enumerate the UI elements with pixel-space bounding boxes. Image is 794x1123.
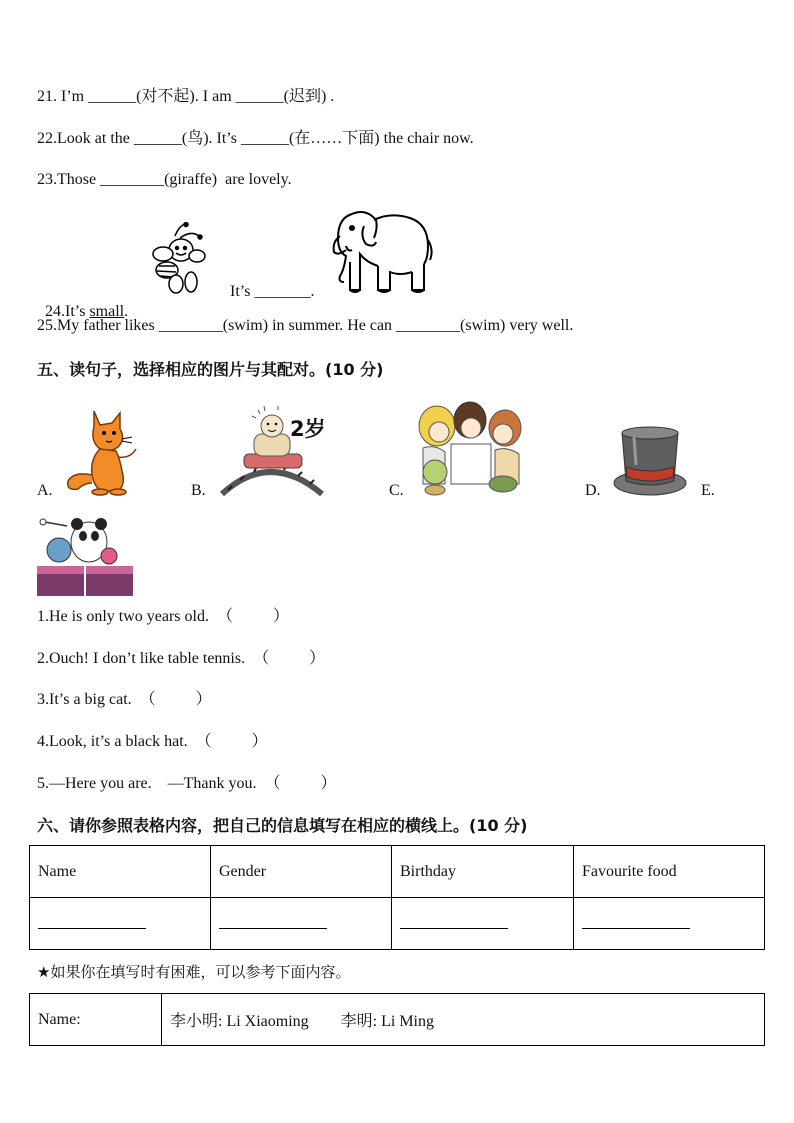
gender-answer-cell[interactable] (211, 898, 392, 950)
info-table (29, 845, 765, 950)
reference-values: 李小明: Li Xiaoming 李明: Li Ming (162, 994, 765, 1046)
match-sentence-3: 3.It’s a big cat. （ ） (37, 691, 212, 708)
question-25: 25.My father likes ________(swim) in summer. He can ________(swim) very well. (37, 317, 574, 334)
question-24-dot: . (124, 303, 129, 320)
match-sentence-5: 5.—Here you are. —Thank you. （ ） (37, 775, 337, 792)
reference-table (29, 993, 765, 1046)
name-answer-cell[interactable] (30, 898, 211, 950)
section-5-heading: 五、读句子，选择相应的图片与其配对。(10 分) (37, 360, 384, 379)
question-24-right: It’s _______. (230, 283, 315, 300)
header-name: Name (30, 846, 211, 898)
birthday-answer-cell[interactable] (392, 898, 574, 950)
reference-label: Name: (30, 994, 162, 1046)
question-24-word: small (89, 303, 125, 320)
panda-image (37, 512, 133, 596)
question-23: 23.Those ________(giraffe) are lovely. (37, 171, 292, 188)
section-6-heading: 六、请你参照表格内容，把自己的信息填写在相应的横线上。(10 分) (37, 816, 528, 835)
header-favourite-food: Favourite food (574, 846, 765, 898)
food-answer-line[interactable] (582, 914, 690, 929)
question-24-prefix: 24.It’s (45, 303, 90, 320)
children-image (415, 398, 525, 498)
birthday-answer-line[interactable] (400, 914, 508, 929)
option-c-label: C. (389, 482, 404, 499)
name-answer-line[interactable] (38, 914, 146, 929)
match-sentence-1: 1.He is only two years old. （ ） (37, 608, 289, 625)
question-21: 21. I’m ______(对不起). I am ______(迟到) . (37, 88, 335, 105)
option-a-label: A. (37, 482, 53, 499)
match-sentence-2: 2.Ouch! I don’t like table tennis. （ ） (37, 650, 326, 667)
question-22: 22.Look at the ______(鸟). It’s ______(在……下面) the chair now. (37, 130, 474, 147)
elephant-image (330, 206, 434, 298)
option-e-label: E. (701, 482, 715, 499)
reference-tip: ★如果你在填写时有困难，可以参考下面内容。 (37, 963, 351, 981)
match-sentence-4: 4.Look, it’s a black hat. （ ） (37, 733, 268, 750)
gender-answer-line[interactable] (219, 914, 327, 929)
header-birthday: Birthday (392, 846, 574, 898)
food-answer-cell[interactable] (574, 898, 765, 950)
hat-image (612, 425, 688, 499)
option-b-label: B. (191, 482, 206, 499)
header-gender: Gender (211, 846, 392, 898)
option-d-label: D. (585, 482, 601, 499)
age-label: 2岁 (290, 417, 326, 441)
bee-image (145, 222, 207, 296)
cat-image (60, 405, 142, 497)
